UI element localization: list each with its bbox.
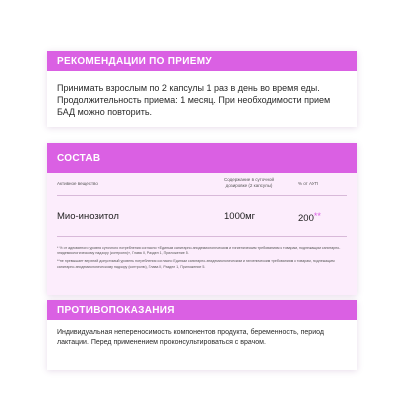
composition-card (47, 143, 357, 295)
header-daily-content: Содержание в суточной дозировке (2 капсулы) (224, 177, 274, 188)
footnotes (57, 246, 343, 273)
recommendations-text: Принимать взрослым по 2 капсулы 1 раз в день во время еды. Продолжительность приема: 1 месяц. При необходимости прием БАД можно повторить. (57, 83, 331, 118)
ingredient-amount: 1000мг (224, 211, 256, 222)
header-active-substance: Активное вещество (57, 181, 98, 186)
footnote-1: * % от адекватного уровня суточного потребления согласно «Единым санитарно-эпидемиологическим и гигиеническим требованиям к товарам, подлежащим санитарно-эпидемиологическому надзору (контролю)», Глава II, Раздел 1, Приложение 5. (57, 246, 341, 256)
table-divider (57, 236, 347, 237)
composition-title: СОСТАВ (47, 143, 357, 173)
contraindications-text: Индивидуальная непереносимость компонентов продукта, беременность, период лактации. Перед применением проконсультироваться с врачом. (57, 329, 324, 347)
recommendations-card (47, 51, 357, 127)
percent-value: 200 (298, 213, 314, 224)
table-divider (57, 195, 347, 196)
ingredient-percent (298, 211, 321, 224)
composition-table-header (47, 173, 357, 193)
header-aup-percent: % от АУП (298, 181, 318, 186)
contraindications-title: ПРОТИВОПОКАЗАНИЯ (47, 300, 357, 320)
recommendations-title: РЕКОМЕНДАЦИИ ПО ПРИЕМУ (47, 51, 357, 71)
footnote-mark: ** (313, 211, 321, 221)
ingredient-name: Мио-инозитол (57, 211, 119, 222)
table-row (57, 211, 347, 227)
footnote-2: **не превышает верхний допустимый уровень потребления согласно Единым санитарно-эпидемиологическим и гигиеническим требованиям к товарам, подлежащим санитарно-эпидемиологическому надзору (контролю), Глава II, Раздел 1, Приложение 5. (57, 259, 335, 269)
contraindications-card (47, 300, 357, 370)
